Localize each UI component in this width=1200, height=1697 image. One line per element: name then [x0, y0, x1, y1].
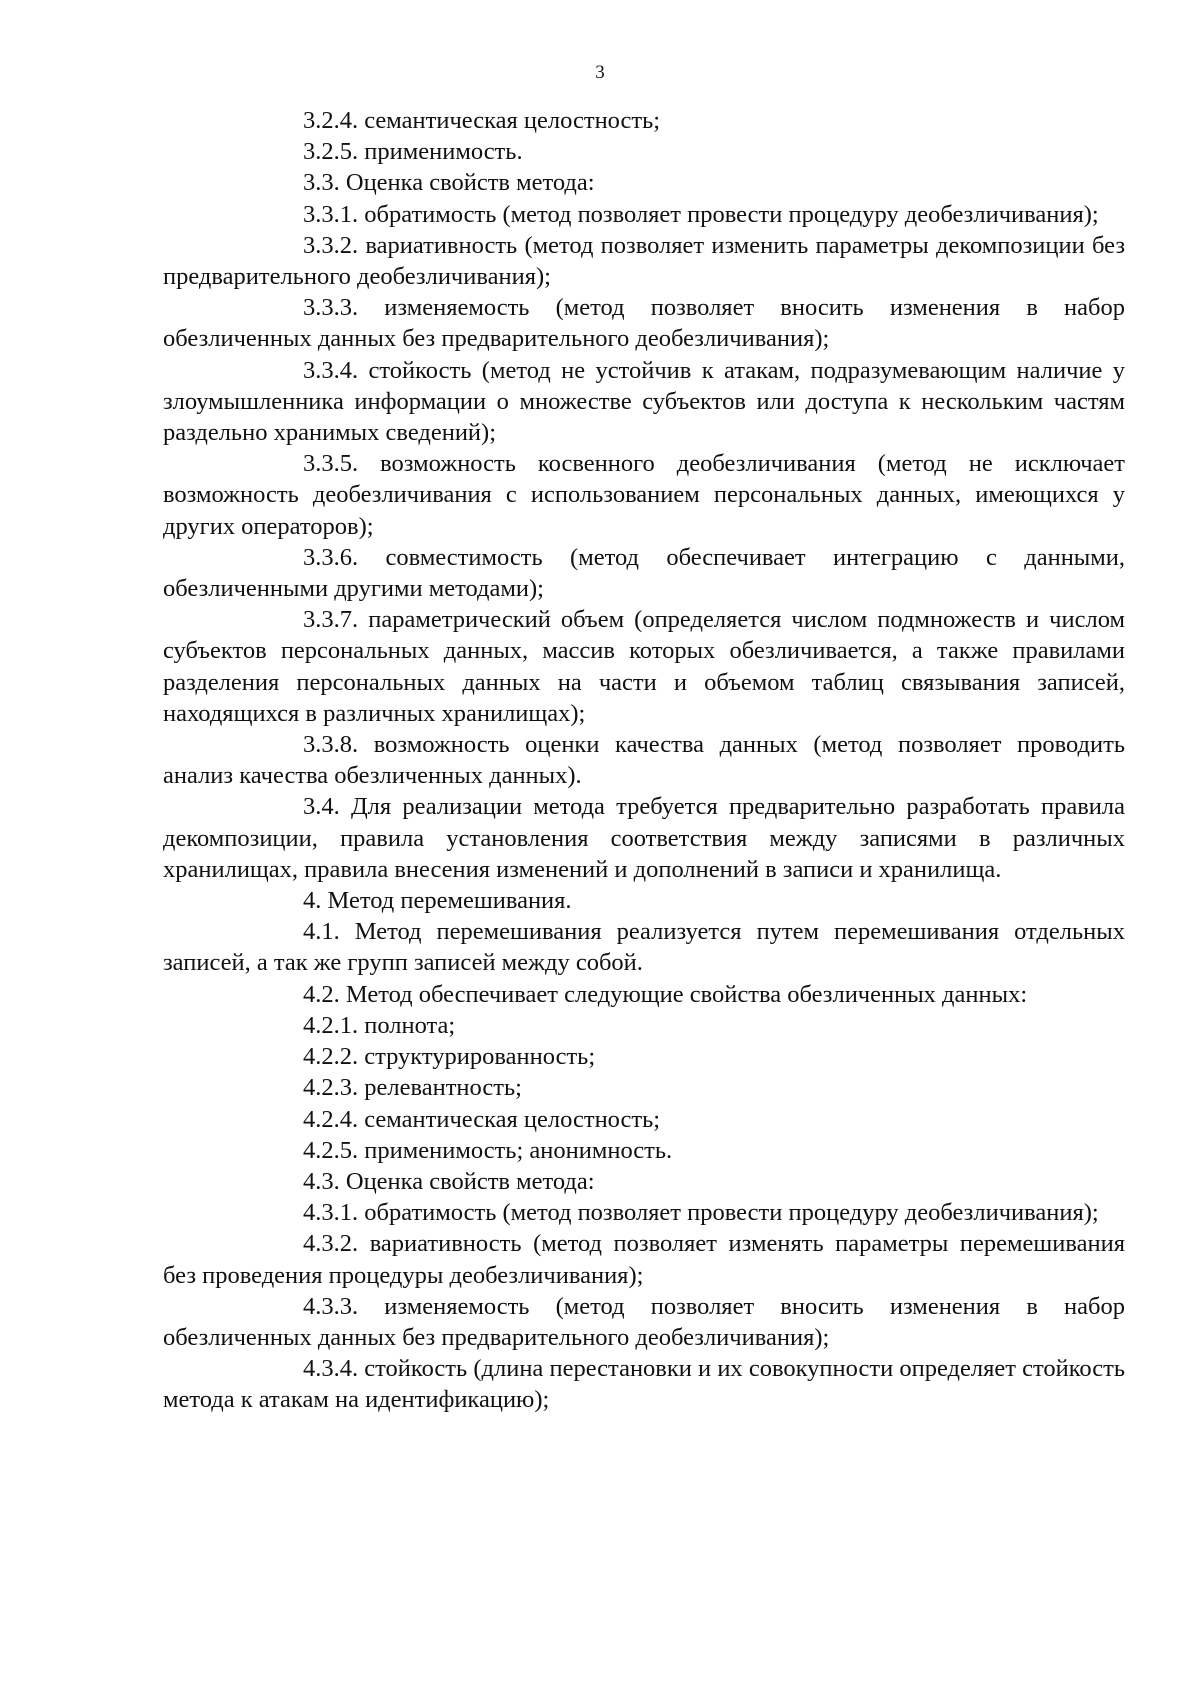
paragraph-number: 4.3.2.	[303, 1230, 359, 1258]
paragraph-text: возможность косвенного деобезличивания (метод не исключает возможность деобезличивания с использованием персональных данных, имеющихся у других операторов);	[163, 450, 1125, 540]
paragraph-number: 4.2.3.	[303, 1074, 359, 1102]
paragraph	[163, 105, 1125, 136]
paragraph	[163, 791, 1125, 885]
paragraph	[163, 885, 1125, 916]
paragraph	[163, 1135, 1125, 1166]
paragraph	[163, 1104, 1125, 1135]
paragraph	[163, 448, 1125, 542]
paragraph	[163, 230, 1125, 292]
paragraph-text: параметрический объем (определяется числом подмножеств и числом субъектов персональных данных, массив которых обезличивается, а также правилами разделения персональных данных на части и объемом таблиц связывания записей, находящихся в различных хранилищах);	[163, 606, 1125, 727]
paragraph-number: 3.2.5.	[303, 138, 359, 166]
paragraph-text: обратимость (метод позволяет провести процедуру деобезличивания);	[364, 200, 1099, 228]
paragraph-number: 4.	[303, 887, 322, 915]
paragraph-text: семантическая целостность;	[364, 1105, 661, 1133]
paragraph-text: стойкость (длина перестановки и их совокупности определяет стойкость метода к атакам на идентификацию);	[163, 1355, 1126, 1414]
paragraph-text: применимость.	[364, 138, 523, 166]
paragraph-number: 3.3.	[303, 169, 340, 197]
paragraph-text: Метод перемешивания.	[327, 887, 572, 915]
paragraph-text: обратимость (метод позволяет провести процедуру деобезличивания);	[364, 1199, 1099, 1227]
paragraph-text: Метод перемешивания реализуется путем перемешивания отдельных записей, а так же групп записей между собой.	[163, 918, 1125, 977]
paragraph-number: 4.3.1.	[303, 1199, 359, 1227]
paragraph-number: 3.3.2.	[303, 231, 359, 259]
paragraph-number: 4.3.4.	[303, 1355, 359, 1383]
paragraph-text: применимость; анонимность.	[364, 1136, 673, 1164]
paragraph	[163, 729, 1125, 791]
paragraph-text: полнота;	[364, 1011, 456, 1039]
paragraph-number: 4.2.5.	[303, 1136, 359, 1164]
paragraph-text: Оценка свойств метода:	[345, 169, 595, 197]
paragraph	[163, 1072, 1125, 1103]
paragraph-text: релевантность;	[364, 1074, 522, 1102]
paragraph-number: 4.3.	[303, 1167, 340, 1195]
paragraph	[163, 1197, 1125, 1228]
paragraph	[163, 1010, 1125, 1041]
paragraph-text: совместимость (метод обеспечивает интеграцию с данными, обезличенными другими методами);	[163, 543, 1126, 603]
paragraph-number: 4.1.	[303, 918, 340, 946]
paragraph-number: 3.3.1.	[303, 200, 359, 228]
page-number: 3	[595, 62, 605, 83]
paragraph	[163, 355, 1125, 449]
paragraph-number: 3.3.4.	[303, 356, 359, 384]
paragraph-text: семантическая целостность;	[364, 107, 661, 134]
paragraph	[163, 542, 1125, 604]
paragraph-text: возможность оценки качества данных (метод позволяет проводить анализ качества обезличенных данных).	[163, 731, 1125, 790]
paragraph-number: 3.3.3.	[303, 294, 359, 322]
paragraph	[163, 199, 1125, 230]
paragraph-number: 3.2.4.	[303, 107, 359, 134]
paragraph-number: 3.4.	[303, 793, 340, 821]
paragraph-text: Оценка свойств метода:	[345, 1167, 595, 1195]
paragraph-number: 3.3.5.	[303, 450, 359, 478]
paragraph-text: Для реализации метода требуется предварительно разработать правила декомпозиции, правила установления соответствия между записями в различных хранилищах, правила внесения изменений и дополнений в записи и хранилища.	[163, 793, 1125, 883]
paragraph-number: 3.3.7.	[303, 606, 359, 634]
paragraph-text: вариативность (метод позволяет изменять параметры перемешивания без проведения процедуры деобезличивания);	[163, 1230, 1126, 1289]
paragraph	[163, 292, 1125, 354]
paragraph-number: 4.2.1.	[303, 1011, 359, 1039]
paragraph	[163, 1291, 1125, 1353]
paragraph-text: вариативность (метод позволяет изменить параметры декомпозиции без предварительного деобезличивания);	[163, 231, 1126, 291]
paragraph-text: изменяемость (метод позволяет вносить изменения в набор обезличенных данных без предварительного деобезличивания);	[163, 294, 1125, 353]
paragraph-number: 4.3.3.	[303, 1292, 359, 1320]
paragraph-number: 4.2.	[303, 980, 340, 1008]
document-body	[163, 105, 1125, 1416]
paragraph	[163, 1353, 1125, 1415]
paragraph	[163, 1041, 1125, 1072]
paragraph-number: 3.3.6.	[303, 543, 359, 571]
paragraph	[163, 136, 1125, 167]
paragraph-text: изменяемость (метод позволяет вносить изменения в набор обезличенных данных без предварительного деобезличивания);	[163, 1292, 1125, 1351]
paragraph	[163, 1166, 1125, 1197]
paragraph	[163, 979, 1125, 1010]
paragraph-number: 3.3.8.	[303, 731, 359, 759]
paragraph	[163, 1228, 1125, 1290]
paragraph	[163, 604, 1125, 729]
paragraph-number: 4.2.4.	[303, 1105, 359, 1133]
paragraph	[163, 916, 1125, 978]
paragraph-text: структурированность;	[364, 1043, 596, 1071]
paragraph-text: стойкость (метод не устойчив к атакам, подразумевающим наличие у злоумышленника информации о множестве субъектов или доступа к нескольким частям раздельно хранимых сведений);	[163, 356, 1126, 447]
paragraph	[163, 167, 1125, 198]
paragraph-number: 4.2.2.	[303, 1043, 359, 1071]
paragraph-text: Метод обеспечивает следующие свойства обезличенных данных:	[345, 980, 1028, 1008]
